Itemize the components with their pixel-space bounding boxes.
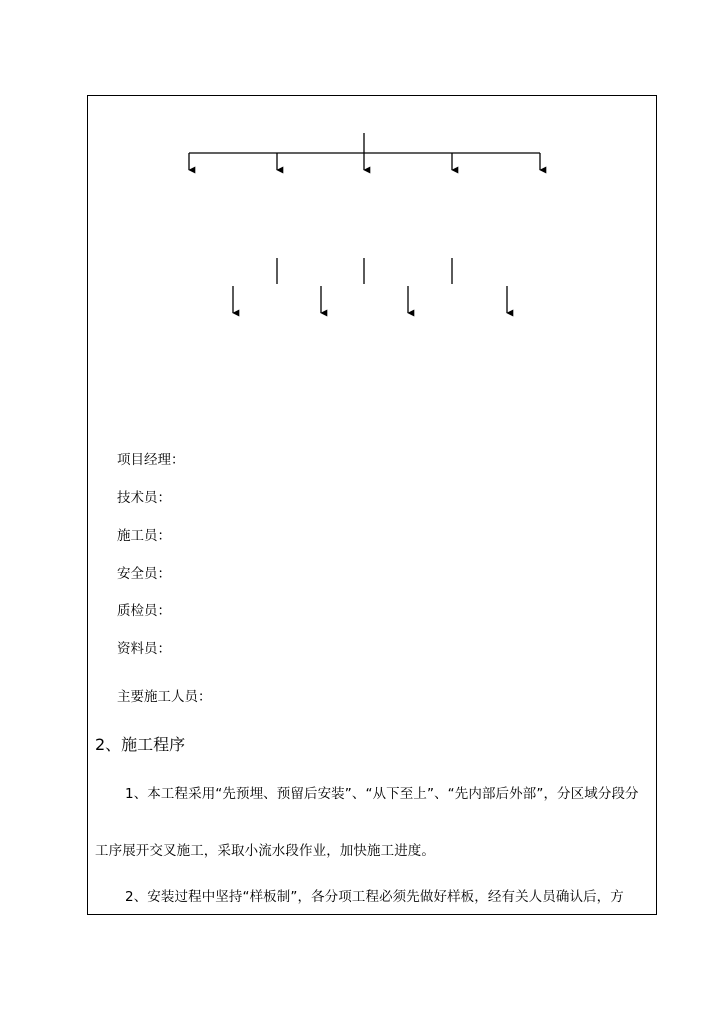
main-construction-staff-label: 主要施工人员：	[117, 689, 212, 705]
org-chart-diagram	[0, 0, 724, 340]
paragraph-1-line-2: 工序展开交叉施工，采取小流水段作业，加快施工进度。	[95, 843, 435, 859]
quality-inspector-label: 质检员：	[117, 603, 171, 619]
paragraph-1-line-1: 1、本工程采用“先预埋、预留后安装”、“从下至上”、“先内部后外部”，分区域分段分	[125, 786, 639, 802]
section-heading: 2、施工程序	[95, 735, 186, 754]
technician-label: 技术员：	[117, 490, 171, 506]
document-clerk-label: 资料员：	[117, 641, 171, 657]
paragraph-2-line-1: 2、安装过程中坚持“样板制”，各分项工程必须先做好样板，经有关人员确认后，方	[125, 889, 624, 905]
construction-worker-label: 施工员：	[117, 528, 171, 544]
safety-officer-label: 安全员：	[117, 566, 171, 582]
project-manager-label: 项目经理：	[117, 452, 185, 468]
